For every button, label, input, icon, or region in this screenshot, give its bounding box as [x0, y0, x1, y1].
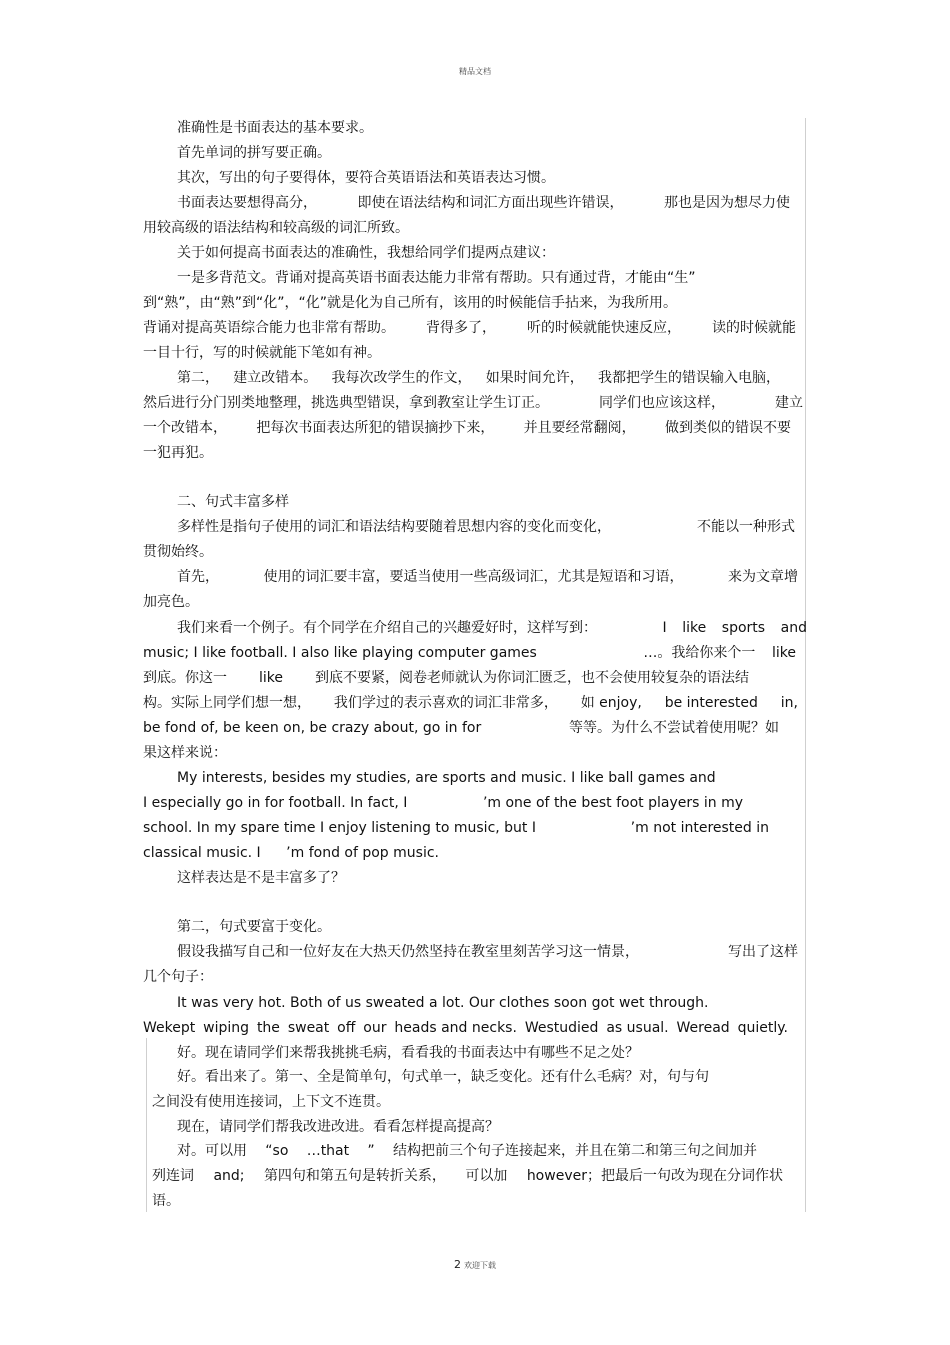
text-segment: 假设我描写自己和一位好友在大热天仍然坚持在教室里刻苦学习这一情景， [177, 944, 639, 960]
text-segment: 可以加 [465, 1168, 508, 1184]
footer-text: 欢迎下载 [464, 1261, 496, 1270]
text-segment: 列连词 [152, 1168, 194, 1184]
text-segment: ’m not interested in [630, 820, 769, 836]
text-line [152, 1166, 783, 1186]
text-segment: 来为文章增 [728, 569, 798, 585]
text-segment: music; I like football. I also like playing computer games [143, 645, 537, 661]
text-segment: 听的时候就能快速反应， [527, 320, 681, 336]
text-segment: heads and necks. [394, 1020, 517, 1036]
text-segment: 不能以一种形式 [697, 519, 795, 535]
text-line [143, 1018, 788, 1038]
text-segment: like [258, 670, 283, 686]
text-line [177, 567, 798, 587]
text-line [177, 1141, 757, 1161]
text-line: 首先单词的拼写要正确。 [177, 145, 331, 161]
text-segment: 然后进行分门别类地整理，挑选典型错误，拿到教室让学生订正。 [143, 395, 549, 411]
text-segment: 第四句和第五句是转折关系， [263, 1168, 446, 1184]
text-line: 其次，写出的句子要得体，要符合英语语法和英语表达习惯。 [177, 170, 555, 186]
text-segment: off [337, 1020, 356, 1036]
text-segment: “so [265, 1143, 289, 1159]
text-segment: Westudied [524, 1020, 599, 1036]
text-segment: 同学们也应该这样， [599, 395, 725, 411]
text-segment: 我都把学生的错误输入电脑， [598, 370, 780, 386]
text-segment: 到底不要紧，阅卷老师就认为你词汇匮乏，也不会使用较复杂的语法结 [314, 670, 749, 686]
text-line [177, 618, 807, 638]
text-segment: …。我给你来个一 [643, 645, 756, 661]
text-line: 好。现在请同学们来帮我挑挑毛病，看看我的书面表达中有哪些不足之处？ [177, 1045, 639, 1061]
text-line: It was very hot. Both of us sweated a lot. Our clothes soon got wet through. [177, 995, 709, 1011]
text-line [143, 793, 743, 813]
text-line: 之间没有使用连接词，上下文不连贯。 [152, 1094, 390, 1110]
text-segment: 构。实际上同学们想一想， [143, 695, 311, 711]
text-line: 几个句子： [143, 969, 213, 985]
text-segment: 如果时间允许， [485, 370, 584, 386]
text-segment: 背得多了， [426, 320, 496, 336]
text-line: 加亮色。 [143, 594, 199, 610]
text-segment: as usual. [606, 1020, 669, 1036]
text-segment: Weread [676, 1020, 730, 1036]
text-segment: ” [367, 1143, 375, 1159]
text-segment: and [780, 620, 807, 636]
text-line: 贯彻始终。 [143, 544, 213, 560]
text-segment: sweat [287, 1020, 330, 1036]
text-segment: 建立 [775, 395, 803, 411]
text-line: My interests, besides my studies, are sports and music. I like ball games and [177, 770, 716, 786]
text-segment: our [363, 1020, 387, 1036]
text-segment: I especially go in for football. In fact, I [143, 795, 408, 811]
text-line: 准确性是书面表达的基本要求。 [177, 120, 373, 136]
text-segment: 把每次书面表达所犯的错误摘抄下来， [256, 420, 495, 436]
text-line: 一犯再犯。 [143, 445, 213, 461]
text-segment: 读的时候就能 [712, 320, 796, 336]
text-segment: the [256, 1020, 280, 1036]
text-line [143, 393, 803, 413]
text-line [143, 718, 779, 738]
text-segment: like [682, 620, 707, 636]
text-segment: classical music. I [143, 845, 261, 861]
text-segment: however；把最后一句改为现在分词作状 [526, 1168, 783, 1184]
text-segment: and; [213, 1168, 245, 1184]
text-line: 一是多背范文。背诵对提高英语书面表达能力非常有帮助。只有通过背，才能由“生” [177, 270, 696, 286]
page-footer [0, 1258, 950, 1271]
text-line [177, 368, 780, 388]
text-segment: 结构把前三个句子连接起来，并且在第二和第三句之间加并 [392, 1143, 757, 1159]
text-segment: 到底。你这一 [143, 670, 227, 686]
text-segment: 对。可以用 [177, 1143, 247, 1159]
text-segment: 写出了这样 [728, 944, 798, 960]
text-segment: I [662, 620, 667, 636]
text-line [143, 843, 439, 863]
text-segment: 做到类似的错误不要 [664, 420, 791, 436]
text-line [143, 668, 749, 688]
text-line [143, 693, 798, 713]
page-header: 精品文档 [459, 67, 491, 76]
text-line: 用较高级的语法结构和较高级的词汇所致。 [143, 220, 409, 236]
text-segment: be interested [664, 695, 758, 711]
text-segment: 我们学过的表示喜欢的词汇非常多， [333, 695, 558, 711]
text-segment: wiping [203, 1020, 250, 1036]
text-segment: 如 enjoy, [580, 695, 642, 711]
text-segment: like [771, 645, 796, 661]
text-line: 一目十行，写的时候就能下笔如有神。 [143, 345, 381, 361]
text-segment: Wekept [143, 1020, 196, 1036]
text-segment: school. In my spare time I enjoy listening to music, but I [143, 820, 536, 836]
text-line: 果这样来说： [143, 745, 227, 761]
text-segment: 我每次改学生的作文， [331, 370, 472, 386]
text-line [143, 818, 769, 838]
text-line: 语。 [152, 1193, 180, 1209]
page-number: 2 [454, 1258, 461, 1271]
text-segment: 等等。为什么不尝试着使用呢？如 [569, 720, 779, 736]
text-segment: in, [780, 695, 798, 711]
left-margin-rule [146, 1038, 147, 1212]
text-segment: 使用的词汇要丰富，要适当使用一些高级词汇，尤其是短语和习语， [263, 569, 684, 585]
text-line: 到“熟”，由“熟”到“化”，“化”就是化为自己所有，该用的时候能信手拈来，为我所用。 [143, 295, 678, 311]
text-segment: 首先， [177, 569, 219, 585]
text-segment: …that [306, 1143, 350, 1159]
right-margin-rule [805, 118, 806, 1212]
text-segment: 背诵对提高英语综合能力也非常有帮助。 [143, 320, 395, 336]
section-heading: 二、句式丰富多样 [177, 494, 289, 510]
text-line [177, 193, 790, 213]
text-line [177, 942, 798, 962]
section-heading: 第二，句式要富于变化。 [177, 919, 331, 935]
text-line [143, 418, 791, 438]
text-segment: ’m one of the best foot players in my [482, 795, 743, 811]
text-line [143, 318, 796, 338]
text-segment: 那也是因为想尽力使 [664, 195, 790, 211]
text-segment: 多样性是指句子使用的词汇和语法结构要随着思想内容的变化而变化， [177, 519, 611, 535]
text-line: 关于如何提高书面表达的准确性，我想给同学们提两点建议： [177, 245, 555, 261]
text-segment: 并且要经常翻阅， [523, 420, 636, 436]
text-segment: 书面表达要想得高分， [177, 195, 317, 211]
text-segment: quietly. [737, 1020, 788, 1036]
text-line [177, 517, 795, 537]
text-segment: ’m fond of pop music. [286, 845, 439, 861]
text-segment: 即使在语法结构和词汇方面出现些许错误， [357, 195, 624, 211]
text-segment: 第二， [177, 370, 219, 386]
text-segment: 一个改错本， [143, 420, 227, 436]
text-line: 这样表达是不是丰富多了？ [177, 870, 345, 886]
text-segment: sports [721, 620, 766, 636]
text-line: 好。看出来了。第一、全是简单句，句式单一，缺乏变化。还有什么毛病？对，句与句 [177, 1069, 709, 1085]
text-segment: 我们来看一个例子。有个同学在介绍自己的兴趣爱好时，这样写到： [177, 620, 597, 636]
text-segment: be fond of, be keen on, be crazy about, go in for [143, 720, 482, 736]
text-line: 现在，请同学们帮我改进改进。看看怎样提高提高？ [177, 1119, 499, 1135]
text-segment: 建立改错本。 [233, 370, 318, 386]
text-line [143, 643, 796, 663]
